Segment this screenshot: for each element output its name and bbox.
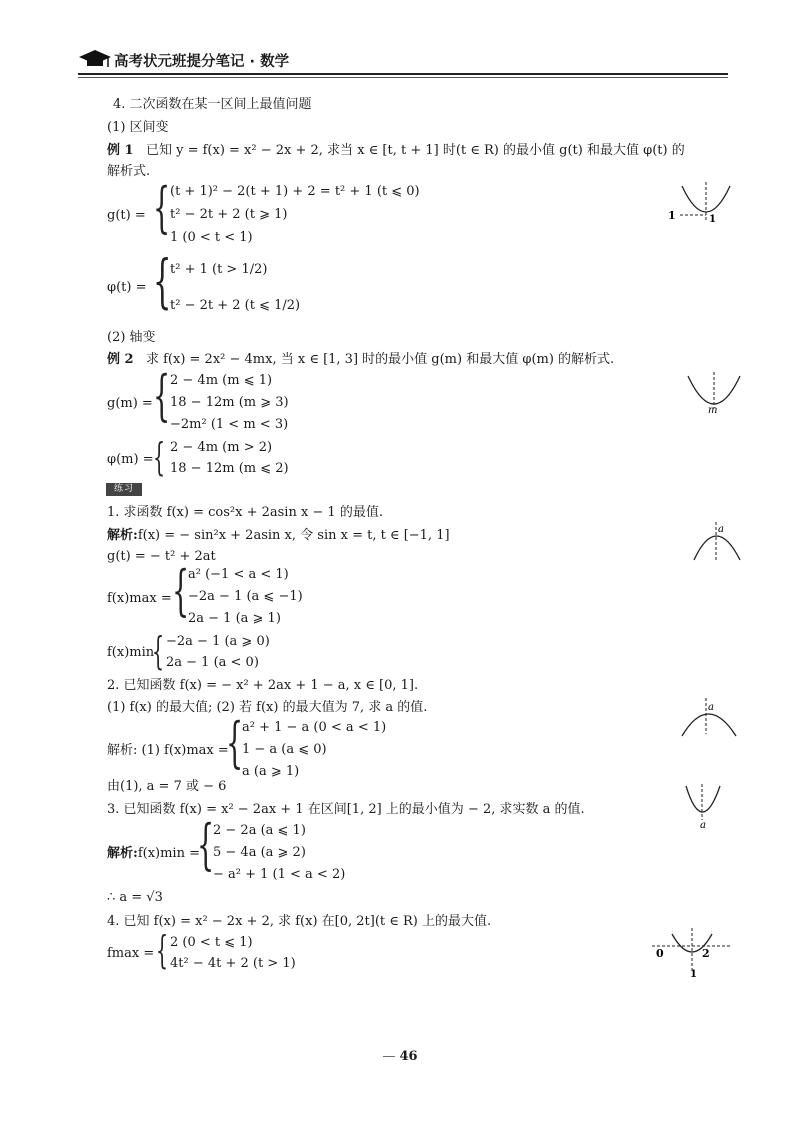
g-t-case-2: t² − 2t + 2 (t ⩾ 1) xyxy=(170,207,288,222)
case-brace: { xyxy=(197,813,215,876)
figure-label: 2 xyxy=(702,947,710,960)
figure-label: a xyxy=(700,820,706,831)
case-brace: { xyxy=(152,629,165,673)
problem-3-lhs: f(x)min = xyxy=(137,846,200,861)
g-t-lhs: g(t) = xyxy=(107,208,146,223)
case-brace: { xyxy=(153,435,166,479)
problem-1-solution-text: f(x) = − sin²x + 2asin x, 令 sin x = t, t ∈ [−1, 1] xyxy=(137,528,450,543)
problem-1-question: 1. 求函数 f(x) = cos²x + 2asin x − 1 的最值. xyxy=(107,505,383,520)
problem-2-case-2: 1 − a (a ⩽ 0) xyxy=(242,742,327,757)
example-2-text: 求 f(x) = 2x² − 4mx, 当 x ∈ [1, 3] 时的最小值 g(m) 和最大值 φ(m) 的解析式. xyxy=(145,352,615,367)
problem-1-max-case-3: 2a − 1 (a ⩾ 1) xyxy=(188,611,281,626)
problem-2-case-3: a (a ⩾ 1) xyxy=(242,764,300,779)
case-brace: { xyxy=(226,711,244,774)
g-t-case-3: 1 (0 < t < 1) xyxy=(170,230,253,245)
exercise-stamp: 练习 xyxy=(106,483,142,496)
problem-1-max-case-2: −2a − 1 (a ⩽ −1) xyxy=(188,589,303,604)
case-brace: { xyxy=(156,928,169,972)
phi-t-case-2: t² − 2t + 2 (t ⩽ 1/2) xyxy=(170,298,301,313)
g-t-case-1: (t + 1)² − 2(t + 1) + 2 = t² + 1 (t ⩽ 0) xyxy=(170,184,420,199)
page-number-value: 46 xyxy=(399,1049,418,1064)
problem-2-question: 2. 已知函数 f(x) = − x² + 2ax + 1 − a, x ∈ [0, 1]. xyxy=(107,678,419,693)
phi-m-case-1: 2 − 4m (m > 2) xyxy=(170,440,273,455)
problem-1-max-case-1: a² (−1 < a < 1) xyxy=(188,567,289,582)
problem-2-case-1: a² + 1 − a (0 < a < 1) xyxy=(242,720,387,735)
subsection-interval: (1) 区间变 xyxy=(107,120,169,135)
header-rule xyxy=(78,73,728,75)
case-brace: { xyxy=(153,176,171,239)
example-1-text: 已知 y = f(x) = x² − 2x + 2, 求当 x ∈ [t, t + 1] 时(t ∈ R) 的最小值 g(t) 和最大值 φ(t) 的 xyxy=(145,143,685,158)
g-m-lhs: g(m) = xyxy=(107,396,153,411)
g-m-case-2: 18 − 12m (m ⩾ 3) xyxy=(170,395,289,410)
figure-label: 0 xyxy=(656,947,664,960)
parabola-down-icon xyxy=(676,696,744,740)
phi-t-case-1: t² + 1 (t > 1/2) xyxy=(170,262,268,277)
figure-label: m xyxy=(708,405,718,416)
case-brace: { xyxy=(172,559,190,622)
subsection-axis: (2) 轴变 xyxy=(107,330,156,345)
figure-label: a xyxy=(708,702,714,713)
problem-3-result: ∴ a = √3 xyxy=(107,890,163,905)
parabola-up-icon xyxy=(678,370,748,416)
problem-1-min-case-1: −2a − 1 (a ⩾ 0) xyxy=(166,634,270,649)
problem-4-case-2: 4t² − 4t + 2 (t > 1) xyxy=(170,956,296,971)
problem-4-case-1: 2 (0 < t ⩽ 1) xyxy=(170,935,253,950)
problem-3-question: 3. 已知函数 f(x) = x² − 2ax + 1 在区间[1, 2] 上的最小值为 − 2, 求实数 a 的值. xyxy=(107,802,585,817)
header-rule-thin xyxy=(78,77,728,78)
case-brace: { xyxy=(153,247,172,315)
case-brace: { xyxy=(153,364,171,427)
figure-label: a xyxy=(718,524,724,535)
parabola-up-icon xyxy=(680,782,730,832)
solution-label: 解析: xyxy=(107,846,138,861)
g-m-case-1: 2 − 4m (m ⩽ 1) xyxy=(170,373,273,388)
problem-1-max-lhs: f(x)max = xyxy=(107,591,172,606)
parabola-up-icon xyxy=(650,926,732,978)
phi-m-case-2: 18 − 12m (m ⩽ 2) xyxy=(170,461,289,476)
mortarboard-icon xyxy=(78,48,112,70)
problem-3-solution-lhs xyxy=(107,846,200,862)
header-title: 高考状元班提分笔记 · 数学 xyxy=(114,54,290,70)
figure-label: 1 xyxy=(709,214,716,225)
problem-4-question: 4. 已知 f(x) = x² − 2x + 2, 求 f(x) 在[0, 2t](t ∈ R) 上的最大值. xyxy=(107,914,492,929)
phi-t-lhs: φ(t) = xyxy=(107,280,147,295)
parabola-up-icon xyxy=(660,180,740,230)
problem-2-solution-lhs: 解析: (1) f(x)max = xyxy=(107,743,229,758)
section-heading: 4. 二次函数在某一区间上最值问题 xyxy=(113,97,312,112)
problem-1-solution xyxy=(107,528,450,544)
page-header xyxy=(78,40,728,82)
g-m-case-3: −2m² (1 < m < 3) xyxy=(170,417,289,432)
example-2-label: 例 2 xyxy=(107,352,134,367)
page-number: — 46 xyxy=(382,1049,418,1064)
problem-1-min-case-2: 2a − 1 (a < 0) xyxy=(166,655,259,670)
problem-4-lhs: fmax = xyxy=(107,946,155,961)
problem-3-case-1: 2 − 2a (a ⩽ 1) xyxy=(213,823,306,838)
phi-m-lhs: φ(m) = xyxy=(107,452,154,467)
example-1-question xyxy=(107,143,685,159)
example-1-label: 例 1 xyxy=(107,143,134,158)
problem-3-case-3: − a² + 1 (1 < a < 2) xyxy=(213,867,346,882)
example-1-text-cont: 解析式. xyxy=(107,164,151,179)
problem-1-min-lhs: f(x)min xyxy=(107,645,155,660)
problem-3-case-2: 5 − 4a (a ⩾ 2) xyxy=(213,845,306,860)
parabola-down-icon xyxy=(688,520,748,564)
solution-label: 解析: xyxy=(107,528,138,543)
figure-label: 1 xyxy=(690,969,697,978)
example-2-question xyxy=(107,352,614,368)
problem-2-result: 由(1), a = 7 或 − 6 xyxy=(107,779,227,794)
problem-1-g: g(t) = − t² + 2at xyxy=(107,549,216,564)
problem-2-question-cont: (1) f(x) 的最大值; (2) 若 f(x) 的最大值为 7, 求 a 的值. xyxy=(107,700,428,715)
figure-label: 1 xyxy=(668,209,676,222)
